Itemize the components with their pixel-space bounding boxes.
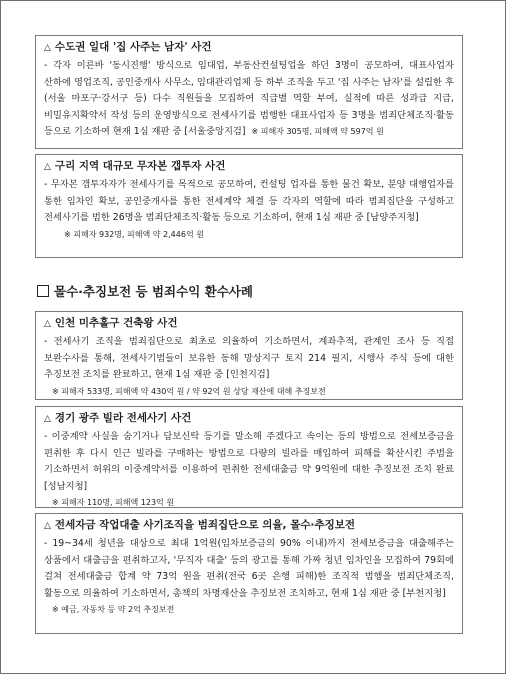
case-title: [44, 159, 454, 175]
case-body-text: - 각자 이른바 '동시진행' 방식으로 임대업, 부동산컨설팅업을 하던 3명이 공모하여, 대표사업자 산하에 영업조직, 공인중개사 사무소, 임대관리업체 등 하부 조직을 두고 '집 사주는 남자'를 설립한 후(서울 마포구·강서구 등) 다수 직원들을 모집하여 직급별 역할 부여, 실적에 따른 성과급 지급, 비밀유지확약서 작성 등의 운영방식으로 전세사기를 범행한 대표사업자 등 3명을 범죄단체조직·활동 등으로 기소하여 현재 1심 재판 중 [서울중앙지검]: [44, 60, 454, 138]
triangle-icon: △: [44, 162, 51, 172]
case-box-4: [35, 406, 463, 508]
case-title-text: 전세자금 작업대출 사기조직을 범죄집단으로 의율, 몰수·추징보전: [54, 519, 356, 531]
case-body: - 전세사기 조직을 범죄집단으로 최초로 의율하여 기소하면서, 계좌추적, 관계인 조사 등 직접 보완수사를 통해, 전세사기범들이 보유한 동해 망상지구 토지 214 필지, 시행사 주식 등에 대한 추징보전 조치를 완료하고, 현재 1심 재판 중 [인천지검]: [44, 336, 454, 381]
triangle-icon: △: [44, 521, 51, 531]
case-title-text: 수도권 일대 '집 사주는 남자' 사건: [54, 41, 212, 53]
triangle-icon: △: [44, 43, 51, 53]
section-heading-text: 몰수·추징보전 등 범죄수익 환수사례: [54, 284, 253, 299]
case-title: [44, 518, 454, 534]
case-title: [44, 411, 454, 427]
case-note: ※ 피해자 305명, 피해액 약 597억 원: [251, 127, 384, 137]
case-body: - 무자본 갭투자자가 전세사기를 목적으로 공모하여, 컨설팅 업자를 통한 물건 확보, 분양 대행업자를 통한 임차인 확보, 공인중개사를 통한 전세계약 체결 등 각자의 역할에 따라 범죄집단을 구성하고 전세사기를 범한 26명을 범죄단체조직·활동 등으로 기소하여, 현재 1심 재판 중 [남양주지청]: [44, 179, 454, 224]
case-note: ※ 예금, 자동차 등 약 2억 추징보전: [52, 605, 175, 615]
case-body: - 19~34세 청년을 대상으로 최대 1억원(임차보증금의 90% 이내)까지 전세보증금을 대출해주는 상품에서 대출금을 편취하고자, '무직자 대출' 등의 광고를 통해 가짜 청년 임차인을 모집하여 79회에 걸쳐 전세대출금 합계 약 73억 원을 편취(전국 6곳 은행 피해)한 조직적 범행을 범죄단체조직, 활동으로 의율하여 기소하면서, 총책의 차명재산을 추징보전 조치하고, 현재 1심 재판 중 [부천지청]: [44, 538, 454, 599]
triangle-icon: △: [44, 319, 51, 329]
square-icon: [37, 285, 49, 297]
case-body: [44, 58, 454, 141]
case-box-5: [35, 513, 463, 634]
case-box-3: [35, 311, 463, 400]
case-title-text: 인천 미추홀구 건축왕 사건: [54, 317, 178, 329]
case-title: [44, 40, 454, 56]
triangle-icon: △: [44, 414, 51, 424]
case-body: - 이중계약 사실을 숨기거나 담보신탁 등기를 말소해 주겠다고 속이는 등의 방법으로 전세보증금을 편취한 후 다시 인근 빌라를 구매하는 방법으로 다량의 빌라를 매입하여 피해를 확산시킨 주범을 기소하면서 허위의 이중계약서를 이용하여 편취한 전세대출금 약 9억원에 대한 추징보전 조치 완료 [성남지청]: [44, 431, 454, 492]
case-note: ※ 피해자 533명, 피해액 약 430억 원 / 약 92억 원 상당 재산에 대해 추징보전: [52, 386, 326, 396]
case-title: [44, 316, 454, 332]
case-title-text: 구리 지역 대규모 무자본 갭투자 사건: [54, 160, 226, 172]
case-box-1: [35, 35, 463, 149]
case-box-2: [35, 154, 463, 258]
case-note: ※ 피해자 932명, 피해액 약 2,446억 원: [64, 229, 204, 239]
case-note: ※ 피해자 110명, 피해액 123억 원: [52, 498, 175, 508]
section-heading: [37, 282, 253, 300]
case-title-text: 경기 광주 빌라 전세사기 사건: [54, 412, 192, 424]
